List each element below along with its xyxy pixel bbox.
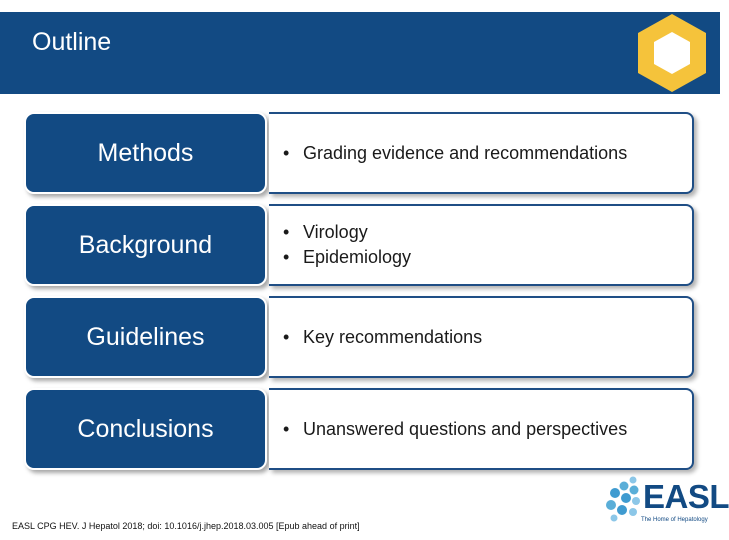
section-label: Background — [78, 230, 213, 259]
bullet-list — [283, 325, 482, 350]
section-label: Conclusions — [77, 414, 214, 443]
bullet-item: • Key recommendations — [283, 325, 482, 350]
section-row-methods — [24, 112, 696, 194]
section-label-box — [24, 204, 267, 286]
section-row-guidelines — [24, 296, 696, 378]
bullet-item: • Virology — [283, 220, 411, 245]
bullet-glyph: • — [283, 142, 290, 163]
bullet-item: • Grading evidence and recommendations — [283, 141, 627, 166]
section-label-box — [24, 112, 267, 194]
easl-brand-name: EASL — [643, 478, 729, 515]
easl-tagline: The Home of Hepatology — [641, 517, 708, 523]
bullet-glyph: • — [283, 418, 290, 439]
bullet-item: • Epidemiology — [283, 245, 411, 270]
slide-header — [0, 12, 720, 94]
section-detail-box — [269, 112, 694, 194]
bullet-item: • Unanswered questions and perspectives — [283, 417, 627, 442]
bullet-list — [283, 417, 627, 442]
hexagon-logo-icon — [632, 10, 712, 96]
section-detail-box — [269, 388, 694, 470]
bullet-glyph: • — [283, 247, 290, 267]
bullet-glyph: • — [283, 326, 290, 347]
bullet-glyph: • — [283, 222, 290, 242]
bullet-list — [283, 141, 627, 166]
section-label-box — [24, 388, 267, 470]
section-label-box — [24, 296, 267, 378]
section-row-background — [24, 204, 696, 286]
slide-title: Outline — [32, 28, 112, 56]
bullet-list — [283, 220, 411, 270]
section-row-conclusions — [24, 388, 696, 470]
citation-footer: EASL CPG HEV. J Hepatol 2018; doi: 10.1016/j.jhep.2018.03.005 [Epub ahead of print] — [12, 521, 360, 531]
section-detail-box — [269, 204, 694, 286]
section-detail-box — [269, 296, 694, 378]
section-label: Guidelines — [86, 322, 205, 351]
section-label: Methods — [97, 138, 194, 167]
